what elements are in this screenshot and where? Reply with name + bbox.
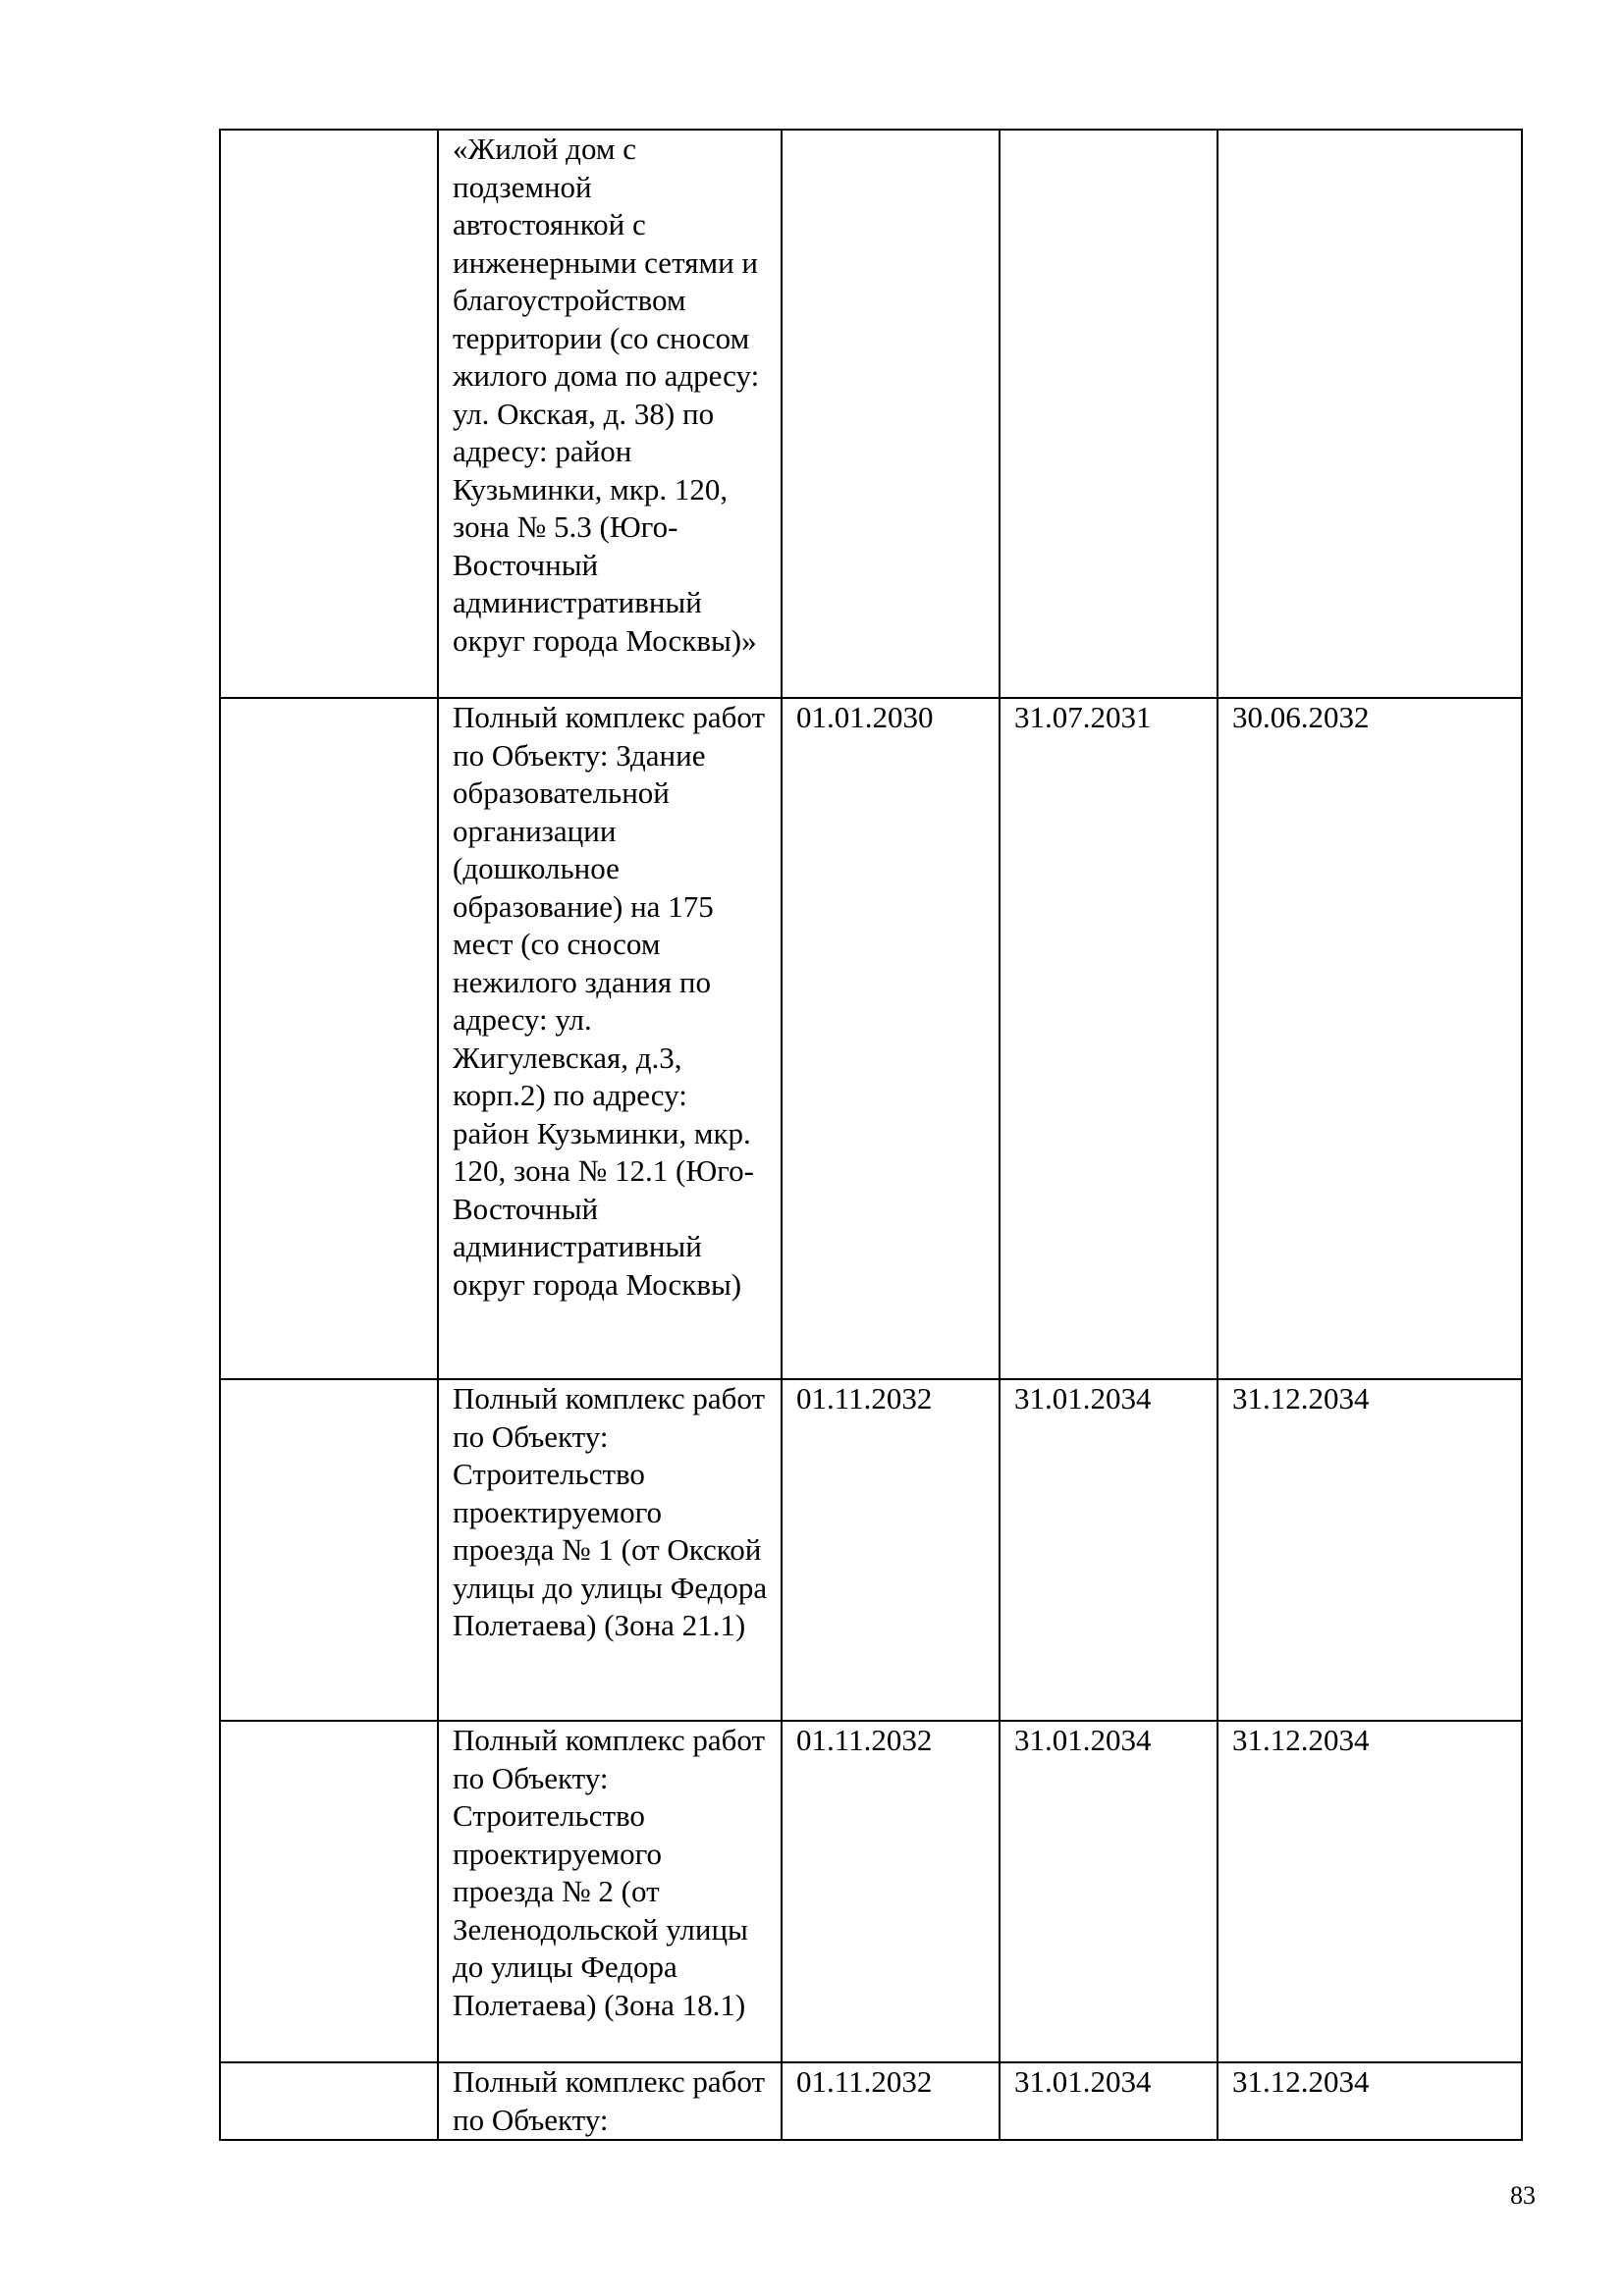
final-date: 31.12.2034 — [1232, 2064, 1370, 2099]
object-description: Полный комплекс работ по Объекту: Строительство проектируемого проезда № 2 (от Зеленодольской улицы до улицы Федора Полетаева) (Зона 18.1) — [453, 1723, 766, 2022]
start-date: 01.11.2032 — [796, 1381, 933, 1415]
object-description-cell — [438, 2062, 782, 2140]
object-description-cell — [438, 130, 782, 698]
table-row — [220, 698, 1522, 1379]
final-date-cell — [1218, 1721, 1522, 2062]
start-date-cell — [782, 698, 1000, 1379]
row-number-cell — [220, 2062, 438, 2140]
table-row — [220, 1721, 1522, 2062]
completion-date-cell — [1000, 130, 1218, 698]
object-description: Полный комплекс работ по Объекту: — [453, 2064, 766, 2137]
start-date-cell — [782, 130, 1000, 698]
table-row — [220, 130, 1522, 698]
completion-date: 31.07.2031 — [1014, 700, 1152, 734]
start-date: 01.11.2032 — [796, 2064, 933, 2099]
schedule-table — [219, 129, 1523, 2141]
final-date-cell — [1218, 1379, 1522, 1721]
row-number-cell — [220, 698, 438, 1379]
row-number-cell — [220, 1379, 438, 1721]
completion-date-cell — [1000, 698, 1218, 1379]
object-description-cell — [438, 1379, 782, 1721]
table-row — [220, 2062, 1522, 2140]
row-number-cell — [220, 130, 438, 698]
page-number: 83 — [1510, 2181, 1536, 2210]
completion-date-cell — [1000, 1721, 1218, 2062]
completion-date-cell — [1000, 1379, 1218, 1721]
object-description-cell — [438, 698, 782, 1379]
start-date-cell — [782, 1379, 1000, 1721]
start-date: 01.01.2030 — [796, 700, 934, 734]
completion-date: 31.01.2034 — [1014, 1381, 1152, 1415]
start-date: 01.11.2032 — [796, 1723, 933, 1757]
table-row — [220, 1379, 1522, 1721]
final-date-cell — [1218, 130, 1522, 698]
final-date-cell — [1218, 2062, 1522, 2140]
start-date-cell — [782, 2062, 1000, 2140]
final-date: 31.12.2034 — [1232, 1723, 1370, 1757]
final-date: 30.06.2032 — [1232, 700, 1370, 734]
final-date: 31.12.2034 — [1232, 1381, 1370, 1415]
completion-date-cell — [1000, 2062, 1218, 2140]
final-date-cell — [1218, 698, 1522, 1379]
object-description: Полный комплекс работ по Объекту: Здание образовательной организации (дошкольное образование) на 175 мест (со сносом нежилого здания по адресу: ул. Жигулевская, д.3, корп.2) по адресу: район Кузьминки, мкр. 120, зона № 12.1 (Юго-Восточный административный округ города Москвы) — [453, 700, 766, 1302]
object-description: Полный комплекс работ по Объекту: Строительство проектируемого проезда № 1 (от Окской улицы до улицы Федора Полетаева) (Зона 21.1) — [453, 1381, 768, 1642]
object-description-cell — [438, 1721, 782, 2062]
completion-date: 31.01.2034 — [1014, 1723, 1152, 1757]
completion-date: 31.01.2034 — [1014, 2064, 1152, 2099]
object-description: «Жилой дом с подземной автостоянкой с инженерными сетями и благоустройством территории (со сносом жилого дома по адресу: ул. Окская, д. 38) по адресу: район Кузьминки, мкр. 120, зона № 5.3 (Юго-Восточный административный округ города Москвы)» — [453, 132, 760, 658]
start-date-cell — [782, 1721, 1000, 2062]
row-number-cell — [220, 1721, 438, 2062]
